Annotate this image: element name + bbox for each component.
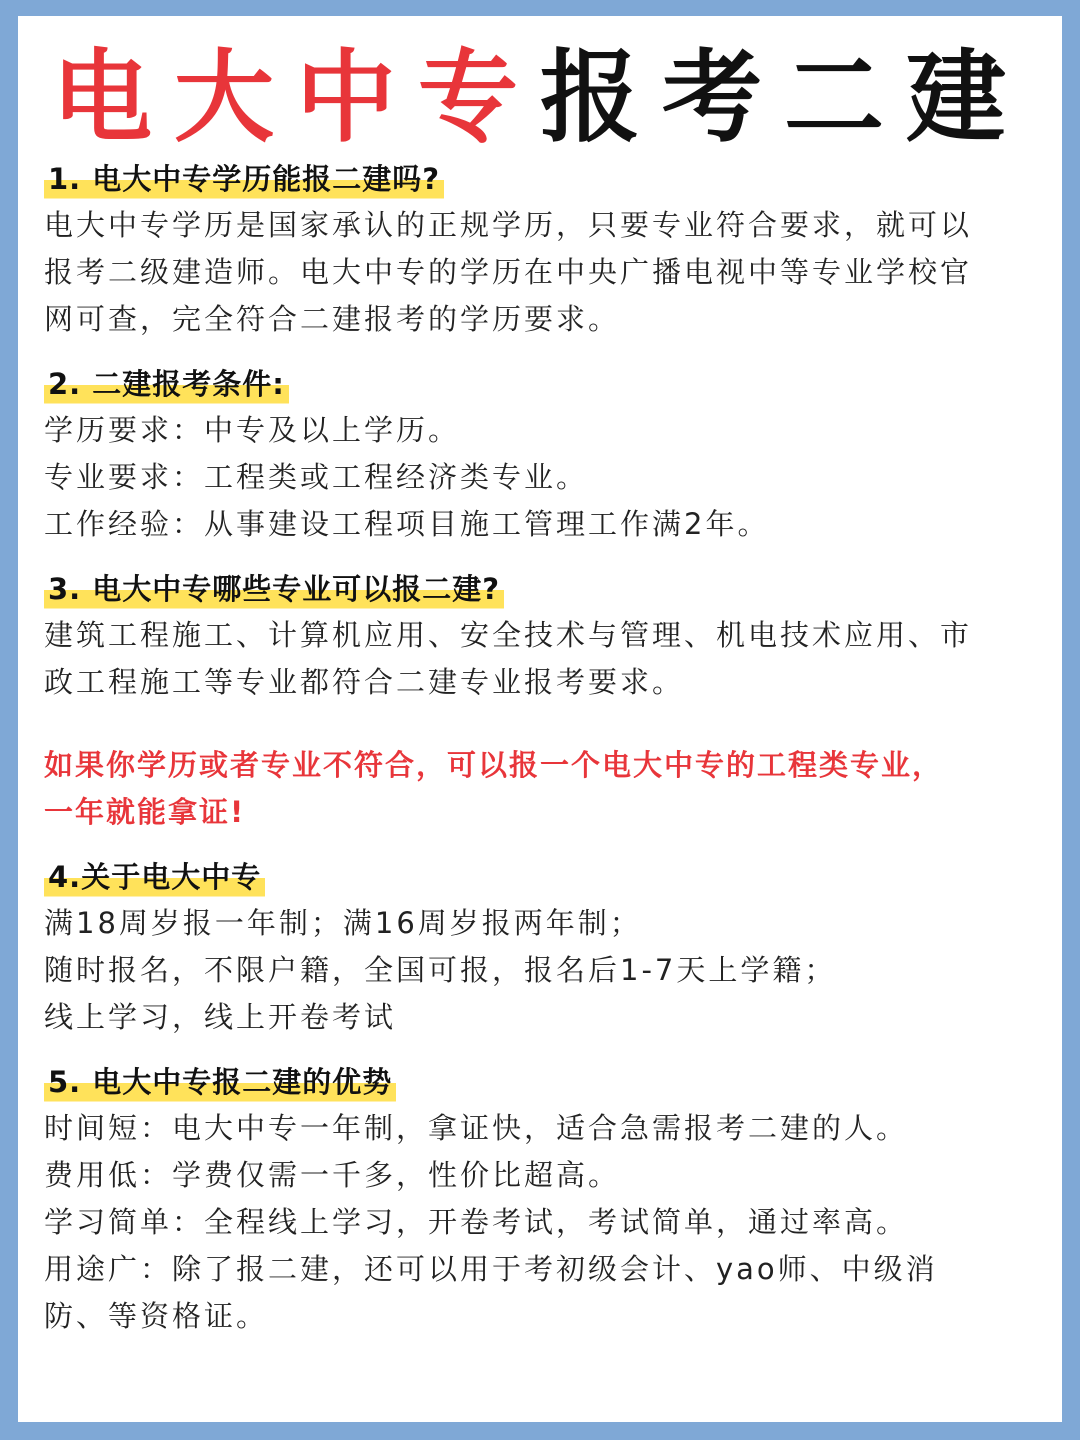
title-black-part: 报考二建: [540, 39, 1028, 156]
red-note-line: 如果你学历或者专业不符合，可以报一个电大中专的工程类专业，: [44, 748, 944, 782]
section-heading: 3. 电大中专哪些专业可以报二建?: [44, 566, 504, 612]
body-line: 满18周岁报一年制；满16周岁报两年制；: [44, 906, 642, 940]
body-line: 用途广：除了报二建，还可以用于考初级会计、yao师、中级消: [44, 1252, 938, 1286]
section-4: [44, 854, 1044, 1041]
section-heading: 5. 电大中专报二建的优势: [44, 1059, 396, 1105]
body-line: 时间短：电大中专一年制，拿证快，适合急需报考二建的人。: [44, 1111, 909, 1145]
body-line: 专业要求：工程类或工程经济类专业。: [44, 460, 589, 494]
body-line: 报考二级建造师。电大中专的学历在中央广播电视中等专业学校官: [44, 255, 973, 289]
section-2: [44, 361, 1044, 548]
body-line: 学历要求：中专及以上学历。: [44, 413, 461, 447]
body-line: 随时报名，不限户籍，全国可报，报名后1-7天上学籍；: [44, 953, 837, 987]
poster-card: [18, 16, 1062, 1422]
red-note-line: 一年就能拿证!: [44, 795, 246, 829]
section-heading: 4.关于电大中专: [44, 854, 265, 900]
title-red-part: 电大中专: [52, 39, 540, 156]
body-line: 建筑工程施工、计算机应用、安全技术与管理、机电技术应用、市: [44, 618, 973, 652]
red-note: [44, 742, 1044, 836]
body-line: 电大中专学历是国家承认的正规学历，只要专业符合要求，就可以: [44, 208, 973, 242]
body-line: 学习简单：全程线上学习，开卷考试，考试简单，通过率高。: [44, 1205, 909, 1239]
page-title: [18, 38, 1062, 158]
body-line: 网可查，完全符合二建报考的学历要求。: [44, 302, 621, 336]
section-5: [44, 1059, 1044, 1340]
body-line: 政工程施工等专业都符合二建专业报考要求。: [44, 665, 685, 699]
section-1: [44, 156, 1044, 343]
section-heading: 2. 二建报考条件:: [44, 361, 289, 407]
body-line: 费用低：学费仅需一千多，性价比超高。: [44, 1158, 621, 1192]
body-line: 防、等资格证。: [44, 1299, 269, 1333]
body-line: 线上学习，线上开卷考试: [44, 1000, 397, 1034]
section-heading: 1. 电大中专学历能报二建吗?: [44, 156, 444, 202]
body-line: 工作经验：从事建设工程项目施工管理工作满2年。: [44, 507, 770, 541]
content: [44, 156, 1044, 1358]
section-3: [44, 566, 1044, 706]
